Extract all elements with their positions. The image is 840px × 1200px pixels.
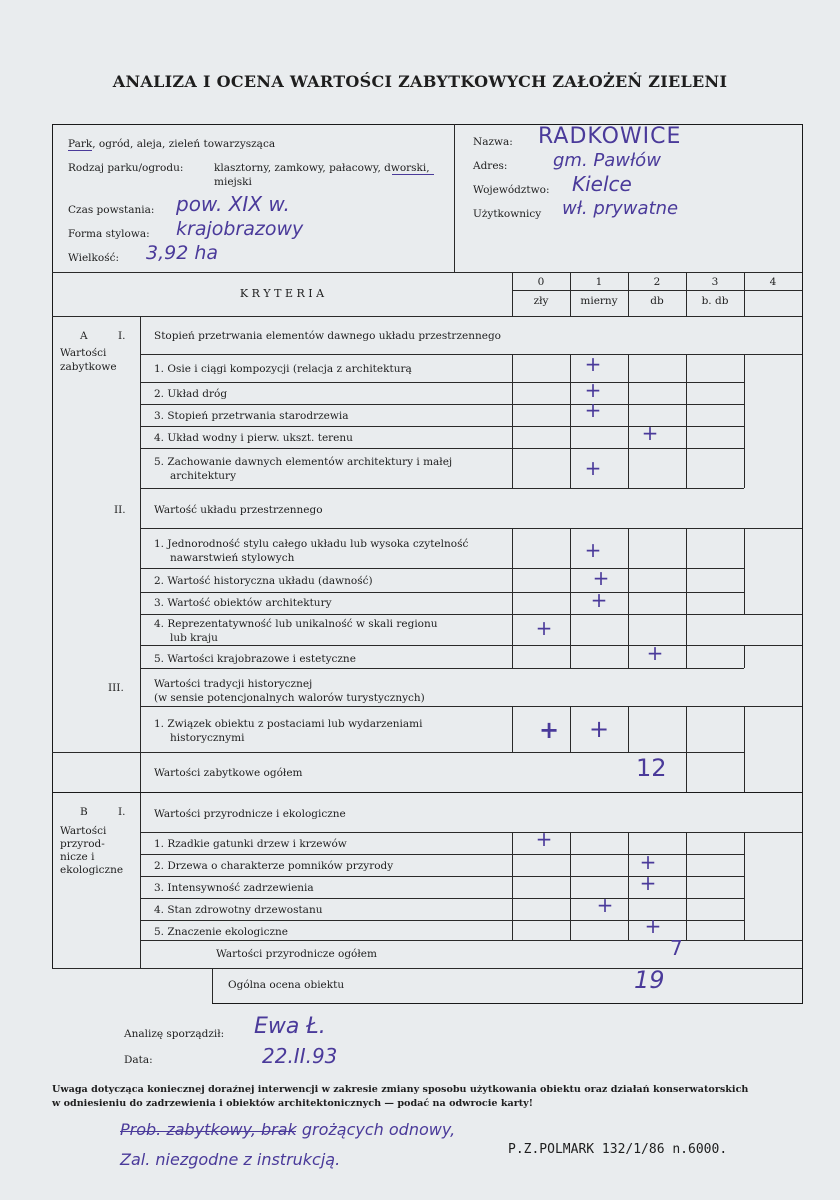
date-label: Data:: [124, 1054, 153, 1066]
kind-options-2: miejski: [214, 176, 252, 188]
mark-a1-2: +: [584, 378, 602, 402]
selected-type-underline: [68, 150, 92, 151]
mark-a2-1: +: [584, 538, 602, 562]
group-1-title: Stopień przetrwania elementów dawnego układu przestrzennego: [154, 330, 501, 342]
mark-b-3: +: [639, 871, 657, 895]
criterion-a1-5-cont: architektury: [170, 470, 237, 482]
grade-name-1: mierny: [580, 295, 618, 307]
name-label: Nazwa:: [473, 136, 513, 148]
group-3-title-2: (w sensie potencjonalnych walorów turystycznych): [154, 692, 425, 704]
document-title: ANALIZA I OCENA WARTOŚCI ZABYTKOWYCH ZAŁOŻEŃ ZIELENI: [112, 72, 728, 91]
mark-a1-5: +: [584, 456, 602, 480]
voivodeship-value: Kielce: [572, 172, 632, 196]
section-b-label-2: przyrod-: [60, 838, 105, 850]
section-b-total-label: Wartości przyrodnicze ogółem: [216, 948, 377, 960]
section-a-label-1: Wartości: [60, 347, 107, 359]
section-a-total-value: 12: [636, 754, 667, 782]
section-b-title: Wartości przyrodnicze i ekologiczne: [154, 808, 346, 820]
object-type-line: Park, ogród, aleja, zieleń towarzysząca: [68, 138, 276, 150]
section-b-letter: B: [80, 806, 88, 818]
time-label: Czas powstania:: [68, 204, 155, 216]
section-b-total-value: 7: [670, 936, 683, 960]
section-a-roman-2: II.: [114, 504, 126, 516]
grade-col-2: 2: [653, 276, 661, 288]
section-a-total-label: Wartości zabytkowe ogółem: [154, 767, 303, 779]
section-b-label-3: nicze i: [60, 851, 95, 863]
criterion-a2-4-cont: lub kraju: [170, 632, 218, 644]
criterion-a1-2: 2. Układ dróg: [154, 388, 228, 400]
author-label: Analizę sporządził:: [124, 1028, 225, 1040]
criterion-a2-4: 4. Reprezentatywność lub unikalność w skali regionu: [154, 618, 438, 630]
section-a-roman-3: III.: [108, 682, 124, 694]
mark-a2-4: +: [535, 616, 553, 640]
handwritten-note-1: Prob. zabytkowy, brak grożących odnowy,: [120, 1120, 456, 1139]
grade-col-1: 1: [595, 276, 603, 288]
overall-label: Ogólna ocena obiektu: [228, 979, 345, 991]
mark-b-2: +: [639, 850, 657, 874]
style-value: krajobrazowy: [176, 218, 304, 240]
selected-kind-underline: [392, 174, 434, 175]
section-a-label-2: zabytkowe: [60, 361, 117, 373]
section-a-letter: A: [80, 330, 88, 342]
size-label: Wielkość:: [68, 252, 120, 264]
grade-col-0: 0: [537, 276, 545, 288]
style-label: Forma stylowa:: [68, 228, 150, 240]
criterion-a2-1: 1. Jednorodność stylu całego układu lub wysoka czytelność: [154, 538, 469, 550]
group-3-title-1: Wartości tradycji historycznej: [154, 678, 313, 690]
overall-value: 19: [634, 966, 665, 994]
mark-a1-3: +: [584, 398, 602, 422]
section-b-label-4: ekologiczne: [60, 864, 124, 876]
mark-b-4: +: [596, 893, 614, 917]
criterion-b-5: 5. Znaczenie ekologiczne: [154, 926, 289, 938]
address-label: Adres:: [473, 160, 508, 172]
criterion-b-2: 2. Drzewa o charakterze pomników przyrody: [154, 860, 394, 872]
criterion-a3-1: 1. Związek obiektu z postaciami lub wydarzeniami: [154, 718, 423, 730]
kind-options: klasztorny, zamkowy, pałacowy, dworski,: [214, 162, 430, 174]
section-b-roman-1: I.: [118, 806, 126, 818]
strikethrough: [120, 1131, 296, 1132]
grade-name-3: b. db: [701, 295, 729, 307]
criterion-a1-3: 3. Stopień przetrwania starodrzewia: [154, 410, 349, 422]
criterion-a2-1-cont: nawarstwień stylowych: [170, 552, 295, 564]
criterion-b-3: 3. Intensywność zadrzewienia: [154, 882, 314, 894]
author-signature: Ewa Ł.: [254, 1014, 326, 1039]
section-a-roman-1: I.: [118, 330, 126, 342]
voivodeship-label: Województwo:: [473, 184, 550, 196]
mark-a3-1-scribble: +: [539, 716, 560, 744]
grade-col-3: 3: [711, 276, 719, 288]
mark-a2-2: +: [592, 566, 610, 590]
kind-label: Rodzaj parku/ogrodu:: [68, 162, 184, 174]
mark-a1-4: +: [641, 421, 659, 445]
criterion-a2-3: 3. Wartość obiektów architektury: [154, 597, 332, 609]
criterion-b-1: 1. Rzadkie gatunki drzew i krzewów: [154, 838, 347, 850]
grade-name-0: zły: [533, 295, 549, 307]
mark-a1-1: +: [584, 352, 602, 376]
criteria-header: K R Y T E R I A: [239, 287, 325, 300]
time-value: pow. XIX w.: [176, 192, 290, 216]
date-value: 22.II.93: [262, 1044, 338, 1068]
criterion-b-4: 4. Stan zdrowotny drzewostanu: [154, 904, 323, 916]
printer-imprint: P.Z.POLMARK 132/1/86 n.6000.: [508, 1142, 728, 1157]
name-value: RADKOWICE: [538, 124, 682, 149]
criterion-a2-2: 2. Wartość historyczna układu (dawność): [154, 575, 373, 587]
address-value: gm. Pawłów: [553, 150, 661, 171]
size-value: 3,92 ha: [146, 242, 219, 264]
mark-a2-5: +: [646, 641, 664, 665]
mark-b-5: +: [644, 914, 662, 938]
criterion-a3-1-cont: historycznymi: [170, 732, 245, 744]
users-label: Użytkownicy: [473, 208, 542, 220]
mark-a3-1: +: [589, 715, 610, 743]
mark-b-1: +: [535, 827, 553, 851]
grade-name-2: db: [650, 295, 664, 307]
criterion-a1-4: 4. Układ wodny i pierw. ukszt. terenu: [154, 432, 353, 444]
section-b-label-1: Wartości: [60, 825, 107, 837]
users-value: wł. prywatne: [562, 198, 679, 219]
group-2-title: Wartość układu przestrzennego: [154, 504, 323, 516]
criterion-a2-5: 5. Wartości krajobrazowe i estetyczne: [154, 653, 356, 665]
mark-a2-3: +: [590, 588, 608, 612]
grade-col-4: 4: [769, 276, 777, 288]
criterion-a1-1: 1. Osie i ciągi kompozycji (relacja z architekturą: [154, 363, 412, 375]
handwritten-note-2: Zal. niezgodne z instrukcją.: [120, 1150, 341, 1169]
intervention-note-2: w odniesieniu do zadrzewienia i obiektów architektonicznych — podać na odwrocie karty!: [52, 1098, 533, 1109]
intervention-note: Uwaga dotycząca koniecznej doraźnej interwencji w zakresie zmiany sposobu użytkowania obiektu oraz działań konserwatorskich: [52, 1084, 749, 1095]
criterion-a1-5: 5. Zachowanie dawnych elementów architektury i małej: [154, 456, 453, 468]
